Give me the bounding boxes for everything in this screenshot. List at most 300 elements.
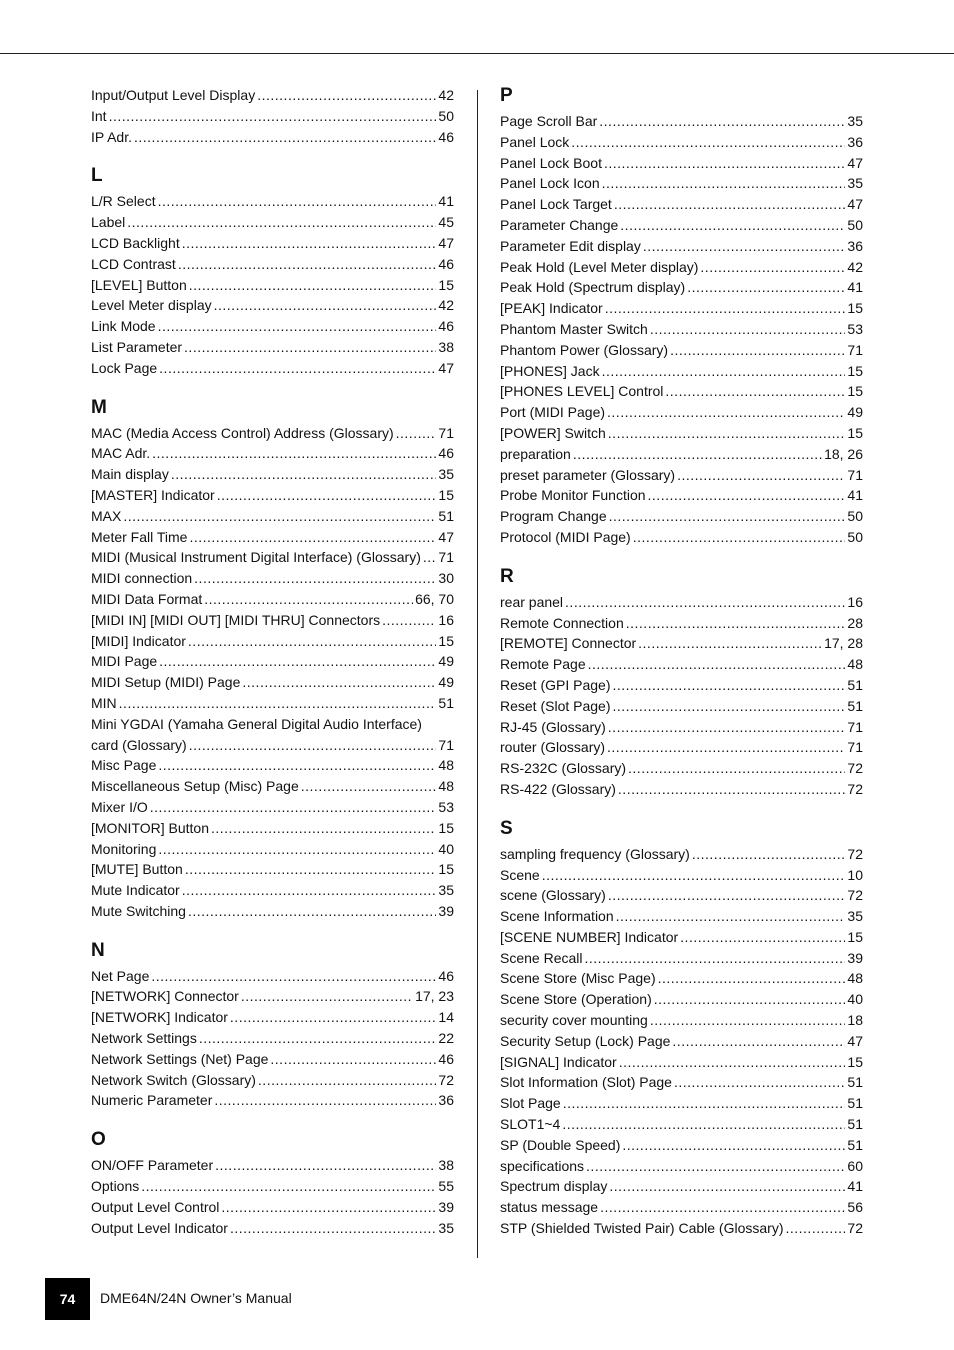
entry-text: [NETWORK] Indicator xyxy=(91,1009,228,1026)
entry-text: Parameter Change xyxy=(500,216,619,233)
entry-text: MIDI (Musical Instrument Digital Interface) (Glossary) xyxy=(91,549,421,566)
index-section xyxy=(500,85,863,548)
entry-page: 15 xyxy=(438,486,454,503)
index-entry xyxy=(91,316,454,337)
entry-text: Protocol (MIDI Page) xyxy=(500,528,631,545)
entry-page: 49 xyxy=(847,404,863,421)
entry-text: LCD Contrast xyxy=(91,255,176,272)
entry-text: Reset (GPI Page) xyxy=(500,676,611,693)
entry-text: RJ-45 (Glossary) xyxy=(500,718,606,735)
entry-text: Scene Recall xyxy=(500,949,583,966)
dot-leader xyxy=(613,696,846,717)
entry-text: MAX xyxy=(91,507,122,524)
entry-page: 71 xyxy=(847,718,863,735)
index-entry xyxy=(500,1114,863,1135)
index-entry xyxy=(500,1031,863,1052)
dot-leader xyxy=(665,381,845,402)
entry-page: 50 xyxy=(847,508,863,525)
entry-page: 35 xyxy=(847,175,863,192)
entry-text: security cover mounting xyxy=(500,1012,648,1029)
index-section xyxy=(500,818,863,1239)
entry-text: Reset (Slot Page) xyxy=(500,697,611,714)
entry-page: 71 xyxy=(847,739,863,756)
entry-text: MIN xyxy=(91,694,117,711)
index-entry xyxy=(91,966,454,987)
entry-text: Scene Information xyxy=(500,908,614,925)
entry-text: Panel Lock Boot xyxy=(500,154,602,171)
index-entry xyxy=(91,1218,454,1239)
entry-text: SLOT1~4 xyxy=(500,1116,561,1133)
dot-leader xyxy=(674,1072,845,1093)
dot-leader xyxy=(182,233,437,254)
index-entry xyxy=(500,675,863,696)
entry-text: Scene Store (Misc Page) xyxy=(500,970,656,987)
index-entry xyxy=(500,298,863,319)
index-entry xyxy=(91,127,454,148)
dot-leader xyxy=(270,1049,436,1070)
entry-page: 50 xyxy=(847,216,863,233)
entry-text: Slot Page xyxy=(500,1095,561,1112)
dot-leader xyxy=(158,316,437,337)
index-entry xyxy=(500,696,863,717)
dot-leader xyxy=(215,1155,436,1176)
entry-text: [MUTE] Button xyxy=(91,861,183,878)
entry-page: 18 xyxy=(847,1012,863,1029)
index-entry xyxy=(500,132,863,153)
entry-page: 49 xyxy=(438,653,454,670)
index-entry xyxy=(500,194,863,215)
entry-text: Probe Monitor Function xyxy=(500,487,646,504)
entry-page: 18, 26 xyxy=(824,445,863,462)
entry-text: [MONITOR] Button xyxy=(91,819,209,836)
dot-leader xyxy=(633,527,846,548)
entry-page: 48 xyxy=(847,656,863,673)
section-letter: S xyxy=(500,817,513,839)
dot-leader xyxy=(396,423,437,444)
entry-text-continued: card (Glossary) xyxy=(91,736,187,753)
column-divider xyxy=(477,90,478,1258)
index-entry xyxy=(91,358,454,379)
section-letter: O xyxy=(91,1129,106,1151)
index-entry xyxy=(500,1010,863,1031)
index-entry xyxy=(500,592,863,613)
dot-leader xyxy=(182,880,437,901)
dot-leader xyxy=(199,1028,437,1049)
entry-text: [LEVEL] Button xyxy=(91,276,187,293)
dot-leader xyxy=(619,1052,846,1073)
entry-text: List Parameter xyxy=(91,338,183,355)
entry-page: 60 xyxy=(847,1157,863,1174)
entry-text: STP (Shielded Twisted Pair) Cable (Glossary) xyxy=(500,1220,784,1237)
entry-text: [MIDI IN] [MIDI OUT] [MIDI THRU] Connectors xyxy=(91,611,381,628)
entry-page: 49 xyxy=(438,674,454,691)
index-entry xyxy=(91,337,454,358)
entry-page: 46 xyxy=(438,967,454,984)
index-entry xyxy=(500,1176,863,1197)
index-entry xyxy=(500,423,863,444)
entry-text: scene (Glossary) xyxy=(500,887,606,904)
index-entry xyxy=(500,613,863,634)
entry-page: 42 xyxy=(438,87,454,103)
index-entry xyxy=(500,444,863,465)
dot-leader xyxy=(217,485,437,506)
index-entry xyxy=(91,714,454,756)
dot-leader xyxy=(622,1135,845,1156)
index-entry xyxy=(500,779,863,800)
index-entry xyxy=(91,589,454,610)
index-entry xyxy=(500,361,863,382)
index-section xyxy=(500,566,863,800)
entry-text: router (Glossary) xyxy=(500,739,606,756)
index-entry xyxy=(91,818,454,839)
entry-text: rear panel xyxy=(500,593,564,610)
dot-leader xyxy=(658,968,846,989)
entry-page: 66, 70 xyxy=(415,590,454,607)
index-entry xyxy=(91,275,454,296)
index-entry xyxy=(500,844,863,865)
dot-leader xyxy=(134,127,436,148)
index-entry xyxy=(91,191,454,212)
index-entry xyxy=(500,277,863,298)
index-column-left xyxy=(91,85,454,1238)
entry-page: 46 xyxy=(438,128,454,145)
dot-leader xyxy=(614,194,846,215)
entry-page: 47 xyxy=(847,1032,863,1049)
entry-page: 15 xyxy=(847,300,863,317)
dot-leader xyxy=(158,755,436,776)
page-number: 74 xyxy=(59,1291,76,1307)
index-entry xyxy=(91,901,454,922)
entry-page: 28 xyxy=(847,614,863,631)
entry-page: 30 xyxy=(438,570,454,587)
entry-text: [PHONES LEVEL] Control xyxy=(500,383,664,400)
dot-leader xyxy=(214,1090,436,1111)
entry-text: Net Page xyxy=(91,967,150,984)
index-entry xyxy=(500,948,863,969)
entry-text: preset parameter (Glossary) xyxy=(500,466,676,483)
dot-leader xyxy=(242,672,436,693)
index-entry xyxy=(500,319,863,340)
entry-page: 51 xyxy=(438,507,454,524)
dot-leader xyxy=(588,654,846,675)
index-entry xyxy=(91,1197,454,1218)
entry-page: 72 xyxy=(847,845,863,862)
entry-page: 36 xyxy=(438,1092,454,1109)
entry-text: Mixer I/O xyxy=(91,798,148,815)
entry-page: 15 xyxy=(438,632,454,649)
index-entry xyxy=(500,1197,863,1218)
entry-page: 51 xyxy=(847,1136,863,1153)
dot-leader xyxy=(221,1197,436,1218)
dot-leader xyxy=(616,906,846,927)
entry-page: 72 xyxy=(847,780,863,797)
entry-page: 14 xyxy=(438,1009,454,1026)
entry-page: 71 xyxy=(438,549,454,566)
entry-text: Program Change xyxy=(500,508,607,525)
entry-page: 17, 23 xyxy=(415,988,454,1005)
top-rule xyxy=(0,53,954,54)
entry-text: Network Settings xyxy=(91,1030,197,1047)
entry-text: Slot Information (Slot) Page xyxy=(500,1074,672,1091)
dot-leader xyxy=(423,547,437,568)
entry-text: Network Switch (Glossary) xyxy=(91,1071,256,1088)
dot-leader xyxy=(158,191,437,212)
index-entry xyxy=(91,464,454,485)
entry-page: 40 xyxy=(847,991,863,1008)
entry-text: Options xyxy=(91,1178,140,1195)
entry-page: 46 xyxy=(438,445,454,462)
entry-text: [NETWORK] Connector xyxy=(91,988,239,1005)
entry-page: 50 xyxy=(847,528,863,545)
entry-text: Peak Hold (Spectrum display) xyxy=(500,279,686,296)
index-entry xyxy=(91,672,454,693)
entry-text: Remote Page xyxy=(500,656,586,673)
dot-leader xyxy=(194,568,436,589)
dot-leader xyxy=(670,340,845,361)
index-entry xyxy=(91,1070,454,1091)
entry-page: 48 xyxy=(847,970,863,987)
entry-page: 53 xyxy=(438,798,454,815)
index-entry xyxy=(500,1052,863,1073)
index-entry xyxy=(500,865,863,886)
entry-page: 36 xyxy=(847,237,863,254)
entry-text: [PEAK] Indicator xyxy=(500,300,603,317)
index-entry xyxy=(91,547,454,568)
index-entry xyxy=(91,212,454,233)
index-entry xyxy=(91,568,454,589)
entry-text: Mini YGDAI (Yamaha General Digital Audio Interface) xyxy=(91,715,422,732)
entry-text: ON/OFF Parameter xyxy=(91,1157,214,1174)
entry-page: 39 xyxy=(847,949,863,966)
entry-page: 45 xyxy=(438,214,454,231)
manual-title: DME64N/24N Owner’s Manual xyxy=(100,1290,292,1306)
section-letter: M xyxy=(91,396,107,418)
index-entry xyxy=(500,173,863,194)
entry-page: 38 xyxy=(438,1157,454,1174)
entry-text: preparation xyxy=(500,445,571,462)
index-entry xyxy=(91,1155,454,1176)
dot-leader xyxy=(189,275,437,296)
entry-page: 35 xyxy=(847,908,863,925)
entry-text: Monitoring xyxy=(91,840,157,857)
entry-page: 35 xyxy=(438,1219,454,1236)
index-entry xyxy=(500,153,863,174)
index-entry xyxy=(500,737,863,758)
index-entry xyxy=(500,968,863,989)
index-entry xyxy=(500,527,863,548)
entry-text: RS-232C (Glossary) xyxy=(500,760,627,777)
dot-leader xyxy=(613,675,846,696)
dot-leader xyxy=(542,865,846,886)
index-section xyxy=(91,1129,454,1238)
index-entry xyxy=(91,295,454,316)
entry-page: 41 xyxy=(847,487,863,504)
entry-text: Output Level Control xyxy=(91,1198,220,1215)
index-entry xyxy=(91,233,454,254)
dot-leader xyxy=(571,132,845,153)
index-entry xyxy=(500,1072,863,1093)
entry-page: 71 xyxy=(847,466,863,483)
entry-page: 15 xyxy=(847,424,863,441)
index-column-right xyxy=(500,85,863,1239)
entry-text: [SIGNAL] Indicator xyxy=(500,1053,617,1070)
index-entry xyxy=(91,85,454,106)
dot-leader xyxy=(189,735,437,756)
entry-page: 51 xyxy=(847,676,863,693)
entry-page: 42 xyxy=(847,258,863,275)
entry-text: status message xyxy=(500,1199,599,1216)
entry-text: [POWER] Switch xyxy=(500,424,606,441)
dot-leader xyxy=(687,277,845,298)
entry-page: 51 xyxy=(847,1074,863,1091)
entry-page: 15 xyxy=(438,861,454,878)
index-entry xyxy=(500,1093,863,1114)
dot-leader xyxy=(692,844,846,865)
index-entry xyxy=(91,506,454,527)
dot-leader xyxy=(586,1156,845,1177)
entry-page: 41 xyxy=(847,1178,863,1195)
entry-page: 15 xyxy=(847,383,863,400)
index-entry xyxy=(500,758,863,779)
dot-leader xyxy=(230,1007,437,1028)
index-entry xyxy=(91,651,454,672)
entry-page: 47 xyxy=(438,359,454,376)
dot-leader xyxy=(650,319,846,340)
dot-leader xyxy=(618,779,846,800)
entry-text: Security Setup (Lock) Page xyxy=(500,1032,671,1049)
entry-page: 41 xyxy=(847,279,863,296)
index-entry xyxy=(500,1218,863,1239)
index-section xyxy=(91,165,454,378)
entry-page: 48 xyxy=(438,757,454,774)
index-entry xyxy=(91,1007,454,1028)
entry-text: SP (Double Speed) xyxy=(500,1136,621,1153)
dot-leader xyxy=(211,818,436,839)
entry-text: Link Mode xyxy=(91,318,156,335)
dot-leader xyxy=(573,444,822,465)
index-entry xyxy=(91,610,454,631)
dot-leader xyxy=(643,236,846,257)
index-entry xyxy=(500,906,863,927)
entry-page: 39 xyxy=(438,902,454,919)
dot-leader xyxy=(189,527,436,548)
entry-text: Int xyxy=(91,107,107,124)
entry-text: RS-422 (Glossary) xyxy=(500,780,616,797)
entry-text: [SCENE NUMBER] Indicator xyxy=(500,928,679,945)
entry-page: 47 xyxy=(438,528,454,545)
index-entry xyxy=(91,986,454,1007)
entry-text: MAC (Media Access Control) Address (Glossary) xyxy=(91,424,394,441)
index-entry xyxy=(500,236,863,257)
section-letter: P xyxy=(500,85,513,106)
dot-leader xyxy=(562,1114,845,1135)
index-entry xyxy=(91,859,454,880)
section-letter: R xyxy=(500,565,514,587)
dot-leader xyxy=(301,776,437,797)
dot-leader xyxy=(184,337,436,358)
dot-leader xyxy=(159,358,436,379)
dot-leader xyxy=(150,797,437,818)
entry-text: Peak Hold (Level Meter display) xyxy=(500,258,699,275)
entry-page: 46 xyxy=(438,318,454,335)
dot-leader xyxy=(563,1093,846,1114)
entry-page: 42 xyxy=(438,297,454,314)
entry-text: [MIDI] Indicator xyxy=(91,632,186,649)
entry-text: Parameter Edit display xyxy=(500,237,641,254)
dot-leader xyxy=(608,423,846,444)
index-entry xyxy=(500,654,863,675)
entry-text: Phantom Power (Glossary) xyxy=(500,341,669,358)
entry-page: 46 xyxy=(438,255,454,272)
entry-page: 15 xyxy=(438,819,454,836)
entry-text: MIDI Setup (MIDI) Page xyxy=(91,674,241,691)
entry-page: 35 xyxy=(438,882,454,899)
entry-text: [PHONES] Jack xyxy=(500,362,600,379)
entry-page: 51 xyxy=(847,1095,863,1112)
entry-page: 72 xyxy=(847,760,863,777)
index-entry xyxy=(91,631,454,652)
index-entry xyxy=(91,254,454,275)
dot-leader xyxy=(565,592,845,613)
dot-leader xyxy=(241,986,413,1007)
dot-leader xyxy=(700,257,845,278)
dot-leader xyxy=(119,693,437,714)
entry-text: Output Level Indicator xyxy=(91,1219,228,1236)
entry-page: 56 xyxy=(847,1199,863,1216)
entry-text: [MASTER] Indicator xyxy=(91,486,215,503)
dot-leader xyxy=(159,651,436,672)
dot-leader xyxy=(607,737,845,758)
entry-text: [REMOTE] Connector xyxy=(500,635,637,652)
index-entry xyxy=(500,402,863,423)
index-entry xyxy=(500,717,863,738)
entry-text: Miscellaneous Setup (Misc) Page xyxy=(91,778,299,795)
entry-text: Remote Connection xyxy=(500,614,624,631)
entry-text: MIDI Page xyxy=(91,653,158,670)
index-entry xyxy=(91,1028,454,1049)
entry-page: 46 xyxy=(438,1050,454,1067)
entry-page: 15 xyxy=(847,1053,863,1070)
index-entry xyxy=(91,880,454,901)
entry-page: 35 xyxy=(438,466,454,483)
index-entry xyxy=(91,755,454,776)
dot-leader xyxy=(185,859,437,880)
index-entry xyxy=(91,839,454,860)
index-entry xyxy=(500,257,863,278)
entry-page: 47 xyxy=(847,196,863,213)
dot-leader xyxy=(607,402,845,423)
entry-text: Numeric Parameter xyxy=(91,1092,213,1109)
entry-text: Spectrum display xyxy=(500,1178,608,1195)
dot-leader xyxy=(620,215,845,236)
entry-page: 16 xyxy=(438,611,454,628)
index-entry xyxy=(500,633,863,654)
entry-page: 47 xyxy=(847,154,863,171)
index-entry xyxy=(500,1135,863,1156)
dot-leader xyxy=(151,966,436,987)
entry-page: 71 xyxy=(438,424,454,441)
entry-page: 15 xyxy=(847,362,863,379)
entry-text: Panel Lock Target xyxy=(500,196,612,213)
entry-text: MIDI Data Format xyxy=(91,590,203,607)
entry-text: Scene xyxy=(500,866,540,883)
dot-leader xyxy=(672,1031,845,1052)
entry-text: Label xyxy=(91,214,126,231)
entry-text: Mute Indicator xyxy=(91,882,180,899)
dot-leader xyxy=(257,85,436,106)
dot-leader xyxy=(608,885,846,906)
page-number-badge xyxy=(45,1278,90,1320)
